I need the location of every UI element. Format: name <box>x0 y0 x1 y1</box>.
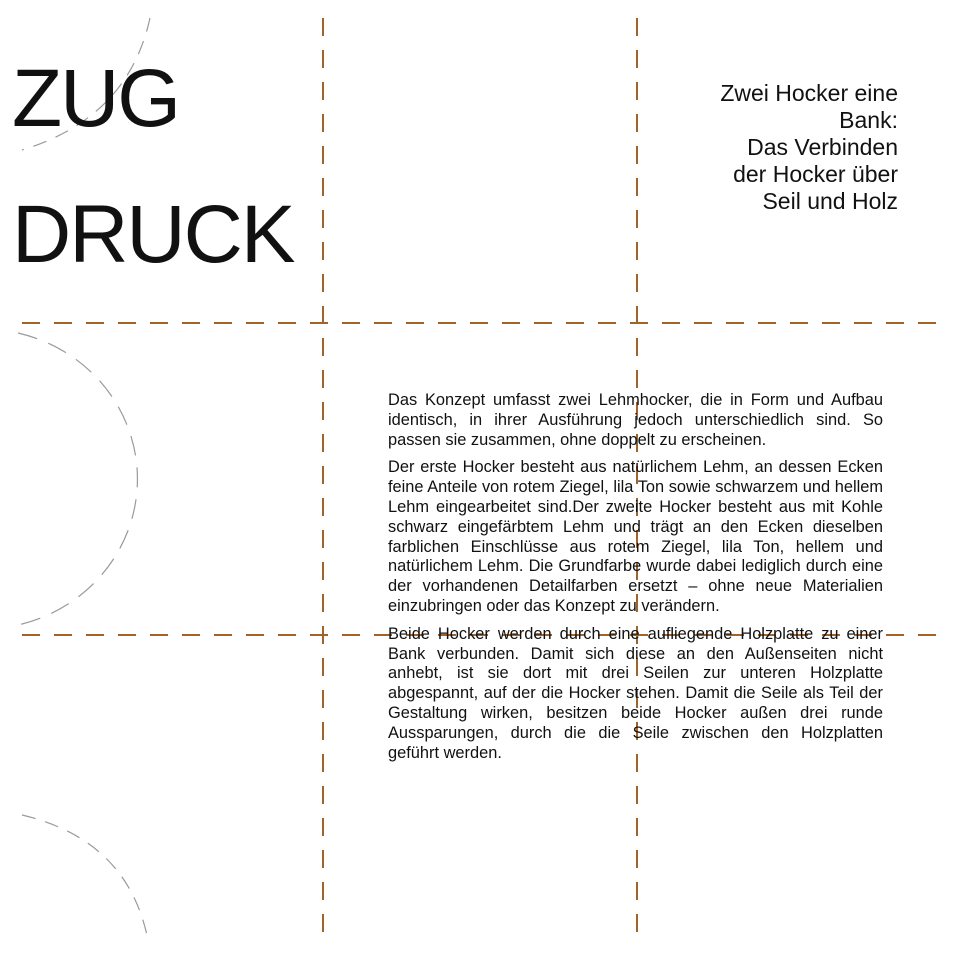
arc-bottom-left <box>22 815 148 940</box>
title-druck: DRUCK <box>12 189 294 280</box>
subtitle-line: Seil und Holz <box>762 188 898 214</box>
title-zug: ZUG <box>12 53 180 144</box>
paragraph-bench-connection: Beide Hocker werden durch eine aufliegende Holzplatte zu einer Bank verbunden. Damit sich diese an den Außenseiten nicht anhebt, ist sie dort mit drei Seilen zur unteren Holzplatte abgespannt, auf der die Hocker stehen. Damit die Seile als Teil der Gestaltung wirken, besitzen beide Hocker außen drei runde Aussparungen, durch die die Seile zwischen den Holzplatten geführt werden. <box>388 624 883 762</box>
paragraph-concept: Das Konzept umfasst zwei Lehmhocker, die in Form und Aufbau identisch, in ihrer Ausführung jedoch unterschiedlich sind. So passen sie zusammen, ohne doppelt zu erscheinen. <box>388 391 883 449</box>
subtitle-line: Zwei Hocker eine <box>720 80 898 106</box>
subtitle <box>598 80 898 215</box>
concept-description <box>388 391 883 771</box>
subtitle-line: der Hocker über <box>733 161 898 187</box>
paragraph-stool-materials: Der erste Hocker besteht aus natürlichem Lehm, an dessen Ecken feine Anteile von rotem Ziegel, lila Ton sowie schwarzem und hellem Lehm eingearbeitet sind.Der zweite Hocker besteht aus mit Kohle schwarz eingefärbtem Lehm und trägt an den Ecken dieselben farblichen Einschlüsse aus rotem Ziegel, lila Ton, hellem und natürlichem Lehm. Die Grundfarbe wurde dabei lediglich durch eine der vorhandenen Detailfarben ersetzt – ohne neue Materialien einzubringen oder das Konzept zu verändern. <box>388 458 883 615</box>
arc-middle-left <box>18 333 137 625</box>
subtitle-line: Bank: <box>839 107 898 133</box>
subtitle-line: Das Verbinden <box>747 134 898 160</box>
